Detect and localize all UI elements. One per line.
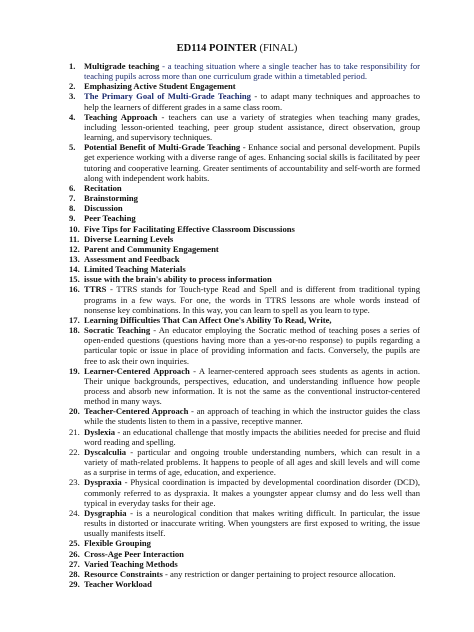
title-suffix: (FINAL)	[256, 43, 298, 54]
item-definition: - particular and ongoing trouble understanding numbers, which can result in a variety of math-related problems. It happens to people of all ages and skill levels and will come as a surprise in terms of age, education, and experience.	[84, 446, 420, 478]
item-definition: - TTRS stands for Touch-type Read and Spell and is different from traditional typing programs in a few ways. For one, the words in TTRS lessons are whole words instead of nonsense key combinations. In this way, you can learn to spell as you learn to type.	[84, 284, 420, 315]
item-number: 15.	[69, 274, 80, 285]
item-term: Emphasizing Active Student Engagement	[84, 81, 236, 92]
item-definition: - an approach of teaching in which the instructor guides the class while the students listen to them in a passive, receptive manner.	[84, 406, 420, 427]
item-term: Flexible Grouping	[84, 538, 151, 549]
list-item	[69, 233, 420, 244]
item-term: Brainstorming	[84, 193, 138, 204]
item-term: Cross-Age Peer Interaction	[84, 548, 184, 559]
item-term: Dyslexia	[84, 426, 116, 437]
list-item	[69, 406, 420, 427]
list-item	[69, 548, 420, 559]
item-term: Peer Teaching	[84, 213, 136, 224]
item-term: TTRS	[84, 284, 107, 295]
document-title	[0, 43, 474, 54]
item-term: Potential Benefit of Multi-Grade Teaching	[84, 142, 241, 153]
item-number: 19.	[69, 365, 80, 376]
list-item	[69, 568, 420, 579]
item-number: 26.	[69, 548, 80, 559]
item-term: Assessment and Feedback	[84, 253, 180, 264]
list-item	[69, 284, 420, 315]
item-definition: - is a neurological condition that makes writing difficult. In particular, the issue results in distorted or inaccurate writing. When youngsters are first exposed to writing, the issue usually manifests itself.	[84, 507, 420, 539]
item-number: 14.	[69, 264, 80, 275]
item-term: Socratic Teaching	[84, 325, 151, 336]
item-term: Limited Teaching Materials	[84, 264, 186, 275]
list-item	[69, 507, 420, 539]
item-number: 24.	[69, 507, 80, 518]
item-term: Learner-Centered Approach	[84, 365, 190, 376]
item-definition: - A learner-centered approach sees students as agents in action. Their unique backgrounds, perspectives, education, and understanding influence how people process and absorb new information. It is not the same as the conventional instructor-centered method in many ways.	[84, 365, 420, 407]
list-item	[69, 111, 420, 143]
item-term: The Primary Goal of Multi-Grade Teaching	[84, 91, 251, 102]
item-term: Dyspraxia	[84, 477, 122, 488]
item-number: 8.	[69, 203, 76, 214]
item-number: 6.	[69, 182, 76, 193]
list-item	[69, 223, 420, 234]
item-term: Dysgraphia	[84, 507, 127, 518]
list-item	[69, 325, 420, 366]
item-definition: - an educational challenge that mostly impacts the abilities needed for precise and fluid word reading and spelling.	[84, 426, 420, 447]
item-term: Teaching Approach	[84, 111, 158, 122]
item-term: Recitation	[84, 182, 122, 193]
title-main: ED114 POINTER	[176, 43, 257, 54]
list-item	[69, 182, 420, 193]
item-term: Varied Teaching Methods	[84, 558, 178, 569]
item-term: Teacher Workload	[84, 578, 152, 589]
item-number: 13.	[69, 253, 80, 264]
item-term: issue with the brain's ability to process information	[84, 274, 272, 285]
item-term: Discussion	[84, 203, 123, 214]
item-term: Diverse Learning Levels	[84, 233, 174, 244]
item-number: 4.	[69, 111, 76, 122]
item-term: Dyscalculia	[84, 446, 127, 457]
list-item	[69, 142, 420, 183]
item-number: 10.	[69, 223, 80, 234]
item-number: 1.	[69, 61, 76, 71]
list-item	[69, 193, 420, 204]
list-item	[69, 264, 420, 275]
item-definition: - An educator employing the Socratic method of teaching poses a series of open-ended questions (questions having more than a yes-or-no response) to pupils regarding a particular topic or issue in place of providing information and facts. Conversely, the pupils are free to ask their own inquiries.	[84, 325, 420, 366]
list-item	[69, 477, 420, 508]
item-term: Teacher-Centered Approach	[84, 406, 189, 417]
list-item	[69, 365, 420, 407]
list-item	[69, 213, 420, 224]
item-number: 5.	[69, 142, 76, 153]
item-definition: - to adapt many techniques and approaches to help the learners of different grades in a same class room.	[84, 91, 420, 112]
item-number: 27.	[69, 558, 80, 569]
item-number: 17.	[69, 314, 80, 325]
item-number: 21.	[69, 426, 80, 437]
item-term: Parent and Community Engagement	[84, 243, 219, 254]
list-item	[69, 274, 420, 285]
item-number: 12.	[69, 243, 80, 254]
item-number: 3.	[69, 91, 76, 102]
list-item	[69, 426, 420, 447]
list-item	[69, 61, 420, 82]
item-term: Learning Difficulties That Can Affect One's Ability To Read, Write,	[84, 314, 332, 325]
item-definition: - any restriction or danger pertaining to project resource allocation.	[162, 568, 396, 579]
item-number: 28.	[69, 568, 80, 579]
item-number: 2.	[69, 81, 76, 92]
list-item	[69, 91, 420, 112]
item-number: 11.	[69, 233, 80, 244]
item-number: 23.	[69, 477, 80, 488]
item-definition: - Physical coordination is impacted by developmental coordination disorder (DCD), commonly referred to as dyspraxia. It makes a youngster appear clumsy and do less well than typical in everyday tasks for their age.	[84, 477, 420, 508]
item-term: Five Tips for Facilitating Effective Classroom Discussions	[84, 223, 295, 234]
item-term: Multigrade teaching	[84, 61, 160, 71]
item-number: 18.	[69, 325, 80, 336]
item-number: 20.	[69, 406, 80, 417]
list-item	[69, 446, 420, 478]
list-item	[69, 314, 420, 325]
item-number: 9.	[69, 213, 76, 224]
list-item	[69, 243, 420, 254]
item-definition: - Enhance social and personal development. Pupils get experience working with a diverse range of ages. Enhancing social skills is facilitated by peer tutoring and cooperative learning. Greater sentiments of accountability and self-worth are formed along with independent work habits.	[84, 142, 420, 183]
item-number: 22.	[69, 446, 80, 457]
list-item	[69, 578, 420, 589]
item-definition: - teachers can use a variety of strategies when teaching many grades, including lesson-oriented teaching, peer group student assistance, direct observation, group learning, and supervisory techniques.	[84, 111, 420, 143]
item-number: 25.	[69, 538, 80, 549]
list-item	[69, 203, 420, 214]
item-number: 16.	[69, 284, 80, 295]
item-definition: - a teaching situation where a single teacher has to take responsibility for teaching pupils across more than one curriculum grade within a timetabled period.	[84, 61, 420, 82]
list-item	[69, 253, 420, 264]
list-item	[69, 81, 420, 92]
pointer-list	[69, 61, 420, 589]
item-number: 7.	[69, 193, 76, 204]
item-number: 29.	[69, 578, 80, 589]
list-item	[69, 558, 420, 569]
item-term: Resource Constraints	[84, 568, 163, 579]
list-item	[69, 538, 420, 549]
